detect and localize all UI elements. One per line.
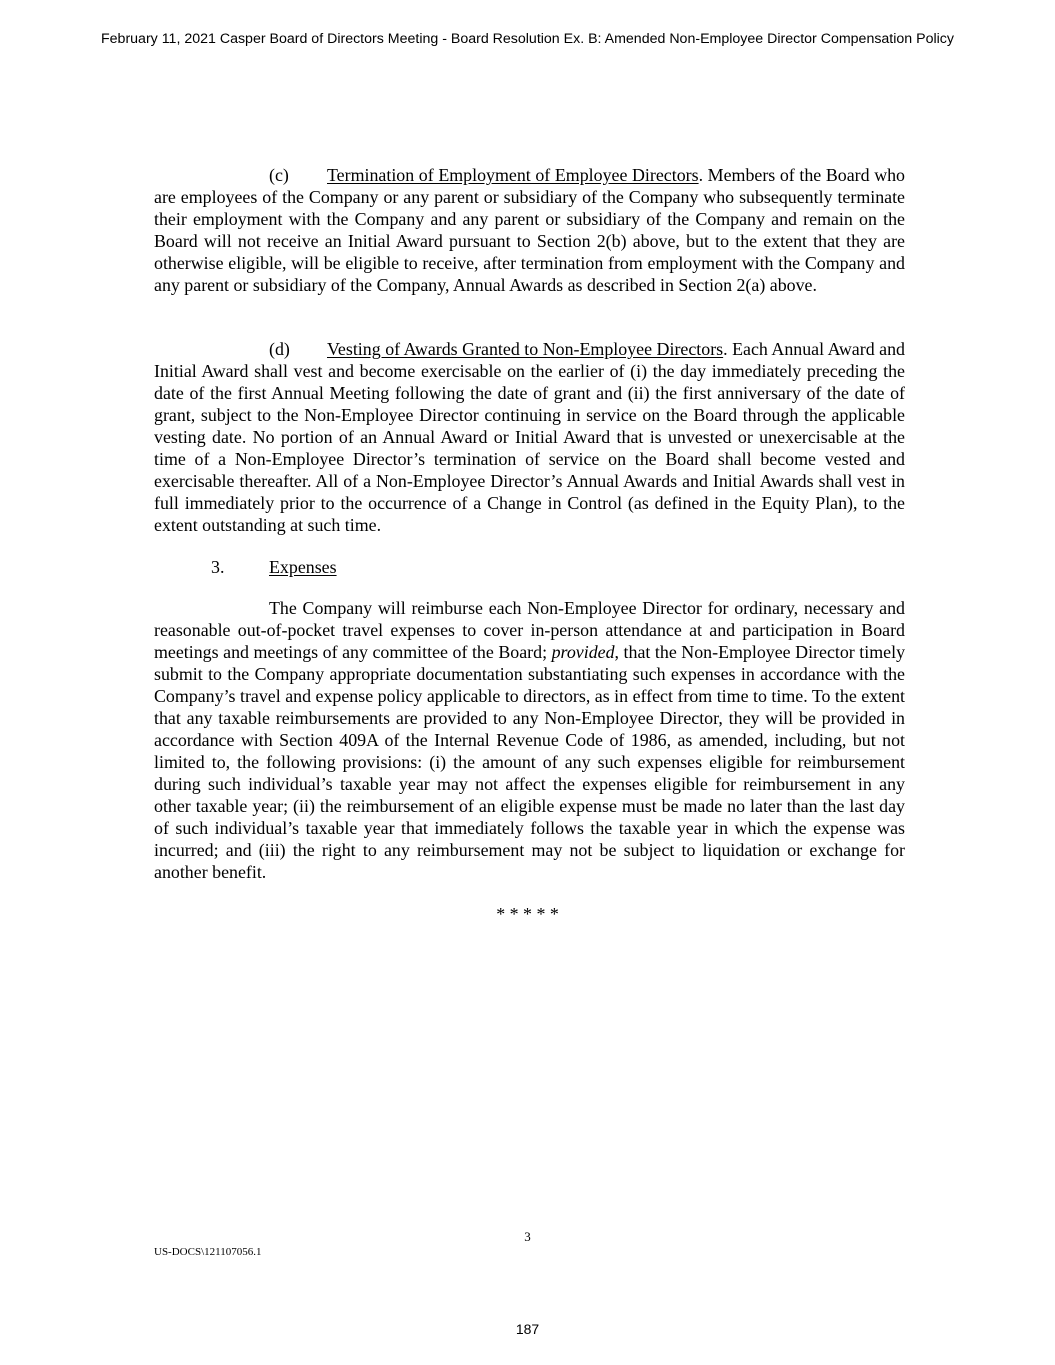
section-3-italic: provided	[551, 642, 615, 662]
section-c-text: . Members of the Board who are employees of the Company or any parent or subsidiary of the Company who subsequently terminate their employment with the Company and any parent or subsidiary of the Company and remain on the Board will not receive an Initial Award pursuant to Section 2(b) above, but to the extent that they are otherwise eligible, will be eligible to receive, after termination from employment with the Company and any parent or subsidiary of the Company, Annual Awards as described in Section 2(a) above.	[154, 165, 906, 295]
section-3-heading: Expenses	[269, 557, 337, 577]
document-id: US-DOCS\121107056.1	[154, 1246, 262, 1258]
section-d-label: (d)	[269, 339, 290, 359]
section-3-number: 3.	[211, 557, 225, 577]
section-c-heading: Termination of Employment of Employee Directors	[327, 165, 699, 185]
section-d-text: . Each Annual Award and Initial Award shall vest and become exercisable on the earlier of (i) the day immediately preceding the date of the first Annual Meeting following the date of grant and (ii) the first anniversary of the date of grant, subject to the Non-Employee Director continuing in service on the Board through the applicable vesting date. No portion of an Annual Award or Initial Award that is unvested or unexercisable at the time of a Non-Employee Director’s termination of service on the Board shall become vested and exercisable thereafter. All of a Non-Employee Director’s Annual Awards and Initial Awards shall vest in full immediately prior to the occurrence of a Change in Control (as defined in the Equity Plan), to the extent outstanding at such time.	[154, 339, 906, 535]
section-c-paragraph	[154, 164, 905, 296]
section-d-heading: Vesting of Awards Granted to Non-Employee Directors	[327, 339, 724, 359]
page-number: 3	[524, 1229, 531, 1244]
bottom-page-number: 187	[515, 1321, 540, 1337]
document-header: February 11, 2021 Casper Board of Directors Meeting - Board Resolution Ex. B: Amended Non-Employee Director Compensation Policy	[101, 31, 954, 47]
section-3-text-after: , that the Non-Employee Director timely submit to the Company appropriate documentation substantiating such expenses in accordance with the Company’s travel and expense policy applicable to directors, as in effect from time to time. To the extent that any taxable reimbursements are provided to any Non-Employee Director, they will be provided in accordance with Section 409A of the Internal Revenue Code of 1986, as amended, including, but not limited to, the following provisions: (i) the amount of any such expenses eligible for reimbursement during such individual’s taxable year may not affect the expenses eligible for reimbursement in any other taxable year; (ii) the reimbursement of an eligible expense must be made no later than the last day of such individual’s taxable year that immediately follows the taxable year in which the expense was incurred; and (iii) the right to any reimbursement may not be subject to liquidation or exchange for another benefit.	[154, 642, 906, 882]
section-separator: * * * * *	[496, 904, 559, 924]
section-c-label: (c)	[269, 165, 289, 185]
section-3-heading-line	[211, 556, 337, 578]
section-3-paragraph	[154, 597, 905, 883]
section-d-paragraph	[154, 338, 905, 536]
section-3-text-before: The Company will reimburse each Non-Employee Director for ordinary, necessary and reasonable out-of-pocket travel expenses to cover in-person attendance at and participation in Board meetings and meetings of any committee of the Board;	[154, 598, 905, 662]
